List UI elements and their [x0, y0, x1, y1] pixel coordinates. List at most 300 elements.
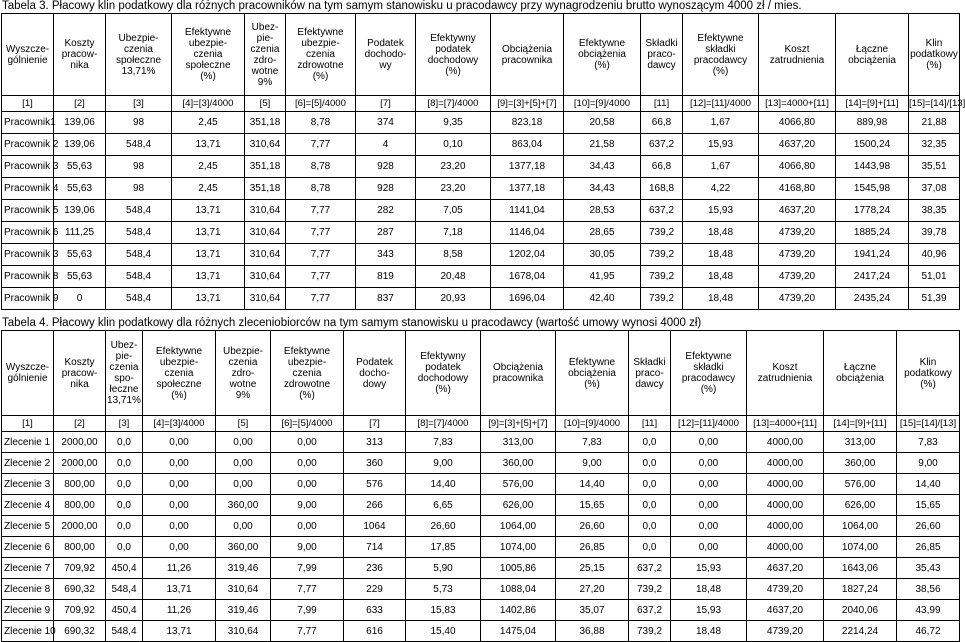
value-cell: 2000,00 — [54, 453, 106, 474]
value-cell: 4739,20 — [759, 222, 836, 244]
value-cell: 4637,20 — [747, 558, 824, 579]
value-cell: 800,00 — [54, 495, 106, 516]
value-cell: 20,48 — [416, 266, 491, 288]
row-label-cell: Pracownik 3 — [2, 244, 54, 266]
value-cell: 360,00 — [481, 453, 556, 474]
value-cell: 548,4 — [106, 200, 172, 222]
value-cell: 7,05 — [416, 200, 491, 222]
value-cell: 800,00 — [54, 474, 106, 495]
column-header: Efektywne obciążenia (%) — [556, 331, 629, 416]
value-cell: 26,60 — [406, 516, 481, 537]
value-cell: 15,93 — [683, 200, 759, 222]
value-cell: 548,4 — [106, 134, 172, 156]
value-cell: 13,71 — [172, 134, 245, 156]
column-header: Efektywne ubezpie- czenia społeczne (%) — [172, 14, 245, 96]
value-cell: 0,00 — [271, 453, 344, 474]
value-cell: 548,4 — [106, 579, 143, 600]
value-cell: 739,2 — [641, 222, 683, 244]
value-cell: 38,35 — [909, 200, 960, 222]
column-header: Ubez- pie- czenia zdro- wotne 9% — [245, 14, 286, 96]
value-cell: 229 — [344, 579, 406, 600]
column-header: Koszt zatrudnienia — [759, 14, 836, 96]
value-cell: 576,00 — [824, 474, 897, 495]
value-cell: 0,00 — [216, 432, 271, 453]
table-row — [2, 453, 960, 474]
value-cell: 7,99 — [271, 558, 344, 579]
value-cell: 637,2 — [641, 200, 683, 222]
value-cell: 34,43 — [564, 156, 641, 178]
value-cell: 548,4 — [106, 288, 172, 310]
value-cell: 35,51 — [909, 156, 960, 178]
value-cell: 0,0 — [629, 537, 671, 558]
column-header: Klin podatkowy (%) — [897, 331, 960, 416]
value-cell: 319,46 — [216, 600, 271, 621]
value-cell: 1088,04 — [481, 579, 556, 600]
value-cell: 0,00 — [216, 474, 271, 495]
value-cell: 4,22 — [683, 178, 759, 200]
value-cell: 55,63 — [54, 178, 106, 200]
value-cell: 2435,24 — [836, 288, 909, 310]
value-cell: 7,77 — [286, 266, 356, 288]
value-cell: 51,39 — [909, 288, 960, 310]
value-cell: 739,2 — [629, 579, 671, 600]
value-cell: 351,18 — [245, 112, 286, 134]
column-header: Efektywny podatek dochodowy (%) — [416, 14, 491, 96]
value-cell: 0 — [54, 288, 106, 310]
value-cell: 18,48 — [671, 579, 747, 600]
value-cell: 1064,00 — [824, 516, 897, 537]
formula-cell: [7] — [344, 416, 406, 432]
value-cell: 0,00 — [671, 516, 747, 537]
value-cell: 576,00 — [481, 474, 556, 495]
value-cell: 6,65 — [406, 495, 481, 516]
value-cell: 7,77 — [271, 579, 344, 600]
value-cell: 26,60 — [556, 516, 629, 537]
value-cell: 4000,00 — [747, 537, 824, 558]
value-cell: 310,64 — [216, 579, 271, 600]
formula-cell: [15]=[14]/[13] — [909, 96, 960, 112]
table3 — [1, 13, 965, 310]
value-cell: 2000,00 — [54, 516, 106, 537]
value-cell: 46,72 — [897, 621, 960, 642]
value-cell: 4 — [356, 134, 416, 156]
value-cell: 7,77 — [286, 222, 356, 244]
value-cell: 4739,20 — [747, 579, 824, 600]
value-cell: 66,8 — [641, 156, 683, 178]
value-cell: 1,67 — [683, 156, 759, 178]
value-cell: 30,05 — [564, 244, 641, 266]
table-row — [2, 432, 960, 453]
value-cell: 4066,80 — [759, 112, 836, 134]
column-header: Efektywne ubezpie- czenia społeczne (%) — [143, 331, 216, 416]
value-cell: 8,78 — [286, 112, 356, 134]
value-cell: 4739,20 — [759, 244, 836, 266]
value-cell: 319,46 — [216, 558, 271, 579]
value-cell: 310,64 — [216, 621, 271, 642]
value-cell: 2,45 — [172, 156, 245, 178]
column-header: Efektywne ubezpie- czenia zdrowotne (%) — [271, 331, 344, 416]
formula-cell: [10]=[9]/4000 — [556, 416, 629, 432]
value-cell: 28,65 — [564, 222, 641, 244]
value-cell: 9,00 — [271, 537, 344, 558]
value-cell: 310,64 — [245, 134, 286, 156]
value-cell: 633 — [344, 600, 406, 621]
value-cell: 20,58 — [564, 112, 641, 134]
value-cell: 98 — [106, 156, 172, 178]
value-cell: 168,8 — [641, 178, 683, 200]
value-cell: 5,73 — [406, 579, 481, 600]
column-header: Składki praco- dawcy — [629, 331, 671, 416]
value-cell: 928 — [356, 156, 416, 178]
value-cell: 313 — [344, 432, 406, 453]
value-cell: 15,65 — [897, 495, 960, 516]
value-cell: 709,92 — [54, 600, 106, 621]
value-cell: 25,15 — [556, 558, 629, 579]
table4-header-row — [2, 331, 960, 416]
value-cell: 7,77 — [286, 288, 356, 310]
value-cell: 8,58 — [416, 244, 491, 266]
column-header: Obciążenia pracownika — [491, 14, 564, 96]
value-cell: 21,58 — [564, 134, 641, 156]
value-cell: 15,83 — [406, 600, 481, 621]
formula-cell: [3] — [106, 416, 143, 432]
value-cell: 360,00 — [824, 453, 897, 474]
value-cell: 266 — [344, 495, 406, 516]
value-cell: 4739,20 — [759, 266, 836, 288]
value-cell: 34,43 — [564, 178, 641, 200]
value-cell: 98 — [106, 112, 172, 134]
value-cell: 0,0 — [629, 453, 671, 474]
row-label-cell: Zlecenie 4 — [2, 495, 54, 516]
value-cell: 351,18 — [245, 178, 286, 200]
value-cell: 360,00 — [216, 495, 271, 516]
row-label-cell: Zlecenie 10 — [2, 621, 54, 642]
value-cell: 4000,00 — [747, 495, 824, 516]
value-cell: 0,0 — [106, 453, 143, 474]
value-cell: 13,71 — [172, 244, 245, 266]
row-label-cell: Zlecenie 3 — [2, 474, 54, 495]
value-cell: 548,4 — [106, 244, 172, 266]
table-row — [2, 537, 960, 558]
value-cell: 15,93 — [683, 134, 759, 156]
column-header: Koszty pracow- nika — [54, 331, 106, 416]
table-row — [2, 134, 960, 156]
value-cell: 282 — [356, 200, 416, 222]
value-cell: 7,99 — [271, 600, 344, 621]
value-cell: 11,26 — [143, 600, 216, 621]
value-cell: 14,40 — [897, 474, 960, 495]
value-cell: 548,4 — [106, 266, 172, 288]
row-label-cell: Pracownik 4 — [2, 178, 54, 200]
value-cell: 1402,86 — [481, 600, 556, 621]
table-row — [2, 200, 960, 222]
row-label-cell: Zlecenie 6 — [2, 537, 54, 558]
value-cell: 837 — [356, 288, 416, 310]
value-cell: 0,0 — [629, 516, 671, 537]
value-cell: 1778,24 — [836, 200, 909, 222]
value-cell: 55,63 — [54, 244, 106, 266]
value-cell: 2040,06 — [824, 600, 897, 621]
value-cell: 889,98 — [836, 112, 909, 134]
value-cell: 823,18 — [491, 112, 564, 134]
value-cell: 18,48 — [683, 222, 759, 244]
table-row — [2, 156, 960, 178]
table-row — [2, 516, 960, 537]
value-cell: 42,40 — [564, 288, 641, 310]
value-cell: 39,78 — [909, 222, 960, 244]
value-cell: 0,00 — [143, 432, 216, 453]
column-header: Ubezpie- czenia społeczne 13,71% — [106, 14, 172, 96]
formula-cell: [6]=[5]/4000 — [271, 416, 344, 432]
value-cell: 616 — [344, 621, 406, 642]
value-cell: 7,83 — [406, 432, 481, 453]
row-label-cell: Zlecenie 7 — [2, 558, 54, 579]
value-cell: 1475,04 — [481, 621, 556, 642]
column-header: Klin podatkowy (%) — [909, 14, 960, 96]
value-cell: 23,20 — [416, 178, 491, 200]
row-label-cell: Pracownik 2 — [2, 134, 54, 156]
formula-cell: [8]=[7]/4000 — [416, 96, 491, 112]
value-cell: 450,4 — [106, 600, 143, 621]
formula-cell: [13]=4000+[11] — [759, 96, 836, 112]
value-cell: 15,40 — [406, 621, 481, 642]
value-cell: 310,64 — [245, 288, 286, 310]
value-cell: 0,00 — [271, 432, 344, 453]
value-cell: 2000,00 — [54, 432, 106, 453]
value-cell: 310,64 — [245, 244, 286, 266]
value-cell: 11,26 — [143, 558, 216, 579]
table-row — [2, 621, 960, 642]
column-header: Koszty pracow- nika — [54, 14, 106, 96]
formula-cell: [14]=[9]+[11] — [836, 96, 909, 112]
column-header: Wyszcze- gólnienie — [2, 331, 54, 416]
value-cell: 1643,06 — [824, 558, 897, 579]
value-cell: 4637,20 — [759, 134, 836, 156]
value-cell: 8,78 — [286, 178, 356, 200]
column-header: Ubez- pie- czenia spo- łeczne 13,71% — [106, 331, 143, 416]
table-row — [2, 558, 960, 579]
value-cell: 0,00 — [143, 537, 216, 558]
table3-formula-row — [2, 96, 960, 112]
value-cell: 863,04 — [491, 134, 564, 156]
value-cell: 7,77 — [286, 244, 356, 266]
column-header: Wyszcze- gólnienie — [2, 14, 54, 96]
value-cell: 576 — [344, 474, 406, 495]
value-cell: 26,85 — [897, 537, 960, 558]
value-cell: 4739,20 — [759, 288, 836, 310]
value-cell: 26,85 — [556, 537, 629, 558]
value-cell: 66,8 — [641, 112, 683, 134]
value-cell: 709,92 — [54, 558, 106, 579]
formula-cell: [5] — [216, 416, 271, 432]
column-header: Łączne obciążenia — [836, 14, 909, 96]
value-cell: 13,71 — [172, 200, 245, 222]
formula-cell: [12]=[11]/4000 — [671, 416, 747, 432]
value-cell: 2417,24 — [836, 266, 909, 288]
value-cell: 55,63 — [54, 156, 106, 178]
formula-cell: [14]=[9]+[11] — [824, 416, 897, 432]
value-cell: 23,20 — [416, 156, 491, 178]
value-cell: 4168,80 — [759, 178, 836, 200]
table-row — [2, 222, 960, 244]
value-cell: 2214,24 — [824, 621, 897, 642]
formula-cell: [11] — [629, 416, 671, 432]
value-cell: 0,0 — [106, 516, 143, 537]
value-cell: 0,0 — [106, 432, 143, 453]
value-cell: 2,45 — [172, 112, 245, 134]
value-cell: 819 — [356, 266, 416, 288]
value-cell: 0,00 — [216, 453, 271, 474]
value-cell: 0,0 — [106, 474, 143, 495]
formula-cell: [4]=[3]/4000 — [143, 416, 216, 432]
value-cell: 1064,00 — [481, 516, 556, 537]
value-cell: 690,32 — [54, 621, 106, 642]
value-cell: 0,00 — [671, 495, 747, 516]
value-cell: 1074,00 — [481, 537, 556, 558]
value-cell: 1074,00 — [824, 537, 897, 558]
value-cell: 9,00 — [271, 495, 344, 516]
value-cell: 1941,24 — [836, 244, 909, 266]
value-cell: 37,08 — [909, 178, 960, 200]
value-cell: 15,65 — [556, 495, 629, 516]
value-cell: 18,48 — [683, 288, 759, 310]
value-cell: 21,88 — [909, 112, 960, 134]
value-cell: 0,00 — [671, 432, 747, 453]
value-cell: 1202,04 — [491, 244, 564, 266]
value-cell: 1500,24 — [836, 134, 909, 156]
table-row — [2, 178, 960, 200]
table4 — [1, 330, 960, 642]
value-cell: 18,48 — [683, 266, 759, 288]
value-cell: 374 — [356, 112, 416, 134]
value-cell: 928 — [356, 178, 416, 200]
value-cell: 0,10 — [416, 134, 491, 156]
value-cell: 13,71 — [172, 222, 245, 244]
value-cell: 548,4 — [106, 621, 143, 642]
formula-cell: [2] — [54, 416, 106, 432]
value-cell: 36,88 — [556, 621, 629, 642]
formula-cell: [15]=[14]/[13] — [897, 416, 960, 432]
value-cell: 0,00 — [143, 495, 216, 516]
value-cell: 7,77 — [271, 621, 344, 642]
row-label-cell: Zlecenie 8 — [2, 579, 54, 600]
value-cell: 41,95 — [564, 266, 641, 288]
value-cell: 1141,04 — [491, 200, 564, 222]
value-cell: 236 — [344, 558, 406, 579]
formula-cell: [9]=[3]+[5]+[7] — [491, 96, 564, 112]
column-header: Składki praco- dawcy — [641, 14, 683, 96]
row-label-cell: Zlecenie 2 — [2, 453, 54, 474]
value-cell: 4000,00 — [747, 474, 824, 495]
value-cell: 0,00 — [271, 516, 344, 537]
table-row — [2, 600, 960, 621]
table4-formula-row — [2, 416, 960, 432]
value-cell: 1678,04 — [491, 266, 564, 288]
value-cell: 0,00 — [143, 474, 216, 495]
formula-cell: [12]=[11]/4000 — [683, 96, 759, 112]
formula-cell: [8]=[7]/4000 — [406, 416, 481, 432]
value-cell: 1,67 — [683, 112, 759, 134]
value-cell: 38,56 — [897, 579, 960, 600]
value-cell: 739,2 — [629, 621, 671, 642]
value-cell: 1377,18 — [491, 156, 564, 178]
value-cell: 0,00 — [671, 537, 747, 558]
formula-cell: [6]=[5]/4000 — [286, 96, 356, 112]
value-cell: 0,0 — [629, 495, 671, 516]
value-cell: 1005,86 — [481, 558, 556, 579]
value-cell: 0,00 — [216, 516, 271, 537]
value-cell: 637,2 — [629, 600, 671, 621]
value-cell: 28,53 — [564, 200, 641, 222]
value-cell: 13,71 — [143, 579, 216, 600]
value-cell: 0,00 — [671, 474, 747, 495]
formula-cell: [7] — [356, 96, 416, 112]
value-cell: 13,71 — [143, 621, 216, 642]
value-cell: 139,06 — [54, 134, 106, 156]
value-cell: 7,83 — [556, 432, 629, 453]
value-cell: 9,00 — [406, 453, 481, 474]
value-cell: 4739,20 — [747, 621, 824, 642]
value-cell: 4637,20 — [747, 600, 824, 621]
value-cell: 35,43 — [897, 558, 960, 579]
value-cell: 32,35 — [909, 134, 960, 156]
column-header: Efektywny podatek dochodowy (%) — [406, 331, 481, 416]
value-cell: 18,48 — [671, 621, 747, 642]
value-cell: 7,18 — [416, 222, 491, 244]
formula-cell: [1] — [2, 96, 54, 112]
value-cell: 1696,04 — [491, 288, 564, 310]
column-header: Efektywne obciążenia (%) — [564, 14, 641, 96]
value-cell: 43,99 — [897, 600, 960, 621]
value-cell: 4000,00 — [747, 453, 824, 474]
table-row — [2, 474, 960, 495]
value-cell: 139,06 — [54, 112, 106, 134]
value-cell: 0,00 — [143, 453, 216, 474]
value-cell: 14,40 — [556, 474, 629, 495]
formula-cell: [4]=[3]/4000 — [172, 96, 245, 112]
value-cell: 714 — [344, 537, 406, 558]
value-cell: 1146,04 — [491, 222, 564, 244]
value-cell: 15,93 — [671, 558, 747, 579]
value-cell: 626,00 — [824, 495, 897, 516]
formula-cell: [5] — [245, 96, 286, 112]
formula-cell: [13]=4000+[11] — [747, 416, 824, 432]
value-cell: 27,20 — [556, 579, 629, 600]
value-cell: 1064 — [344, 516, 406, 537]
value-cell: 0,00 — [143, 516, 216, 537]
value-cell: 55,63 — [54, 266, 106, 288]
column-header: Efektywne składki pracodawcy (%) — [683, 14, 759, 96]
value-cell: 351,18 — [245, 156, 286, 178]
value-cell: 14,40 — [406, 474, 481, 495]
value-cell: 1443,98 — [836, 156, 909, 178]
row-label-cell: Zlecenie 1 — [2, 432, 54, 453]
column-header: Łączne obciążenia — [824, 331, 897, 416]
value-cell: 35,07 — [556, 600, 629, 621]
value-cell: 4066,80 — [759, 156, 836, 178]
value-cell: 739,2 — [641, 266, 683, 288]
value-cell: 360 — [344, 453, 406, 474]
value-cell: 40,96 — [909, 244, 960, 266]
value-cell: 2,45 — [172, 178, 245, 200]
value-cell: 800,00 — [54, 537, 106, 558]
column-header: Koszt zatrudnienia — [747, 331, 824, 416]
value-cell: 343 — [356, 244, 416, 266]
column-header: Obciążenia pracownika — [481, 331, 556, 416]
value-cell: 310,64 — [245, 200, 286, 222]
formula-cell: [2] — [54, 96, 106, 112]
value-cell: 9,00 — [897, 453, 960, 474]
